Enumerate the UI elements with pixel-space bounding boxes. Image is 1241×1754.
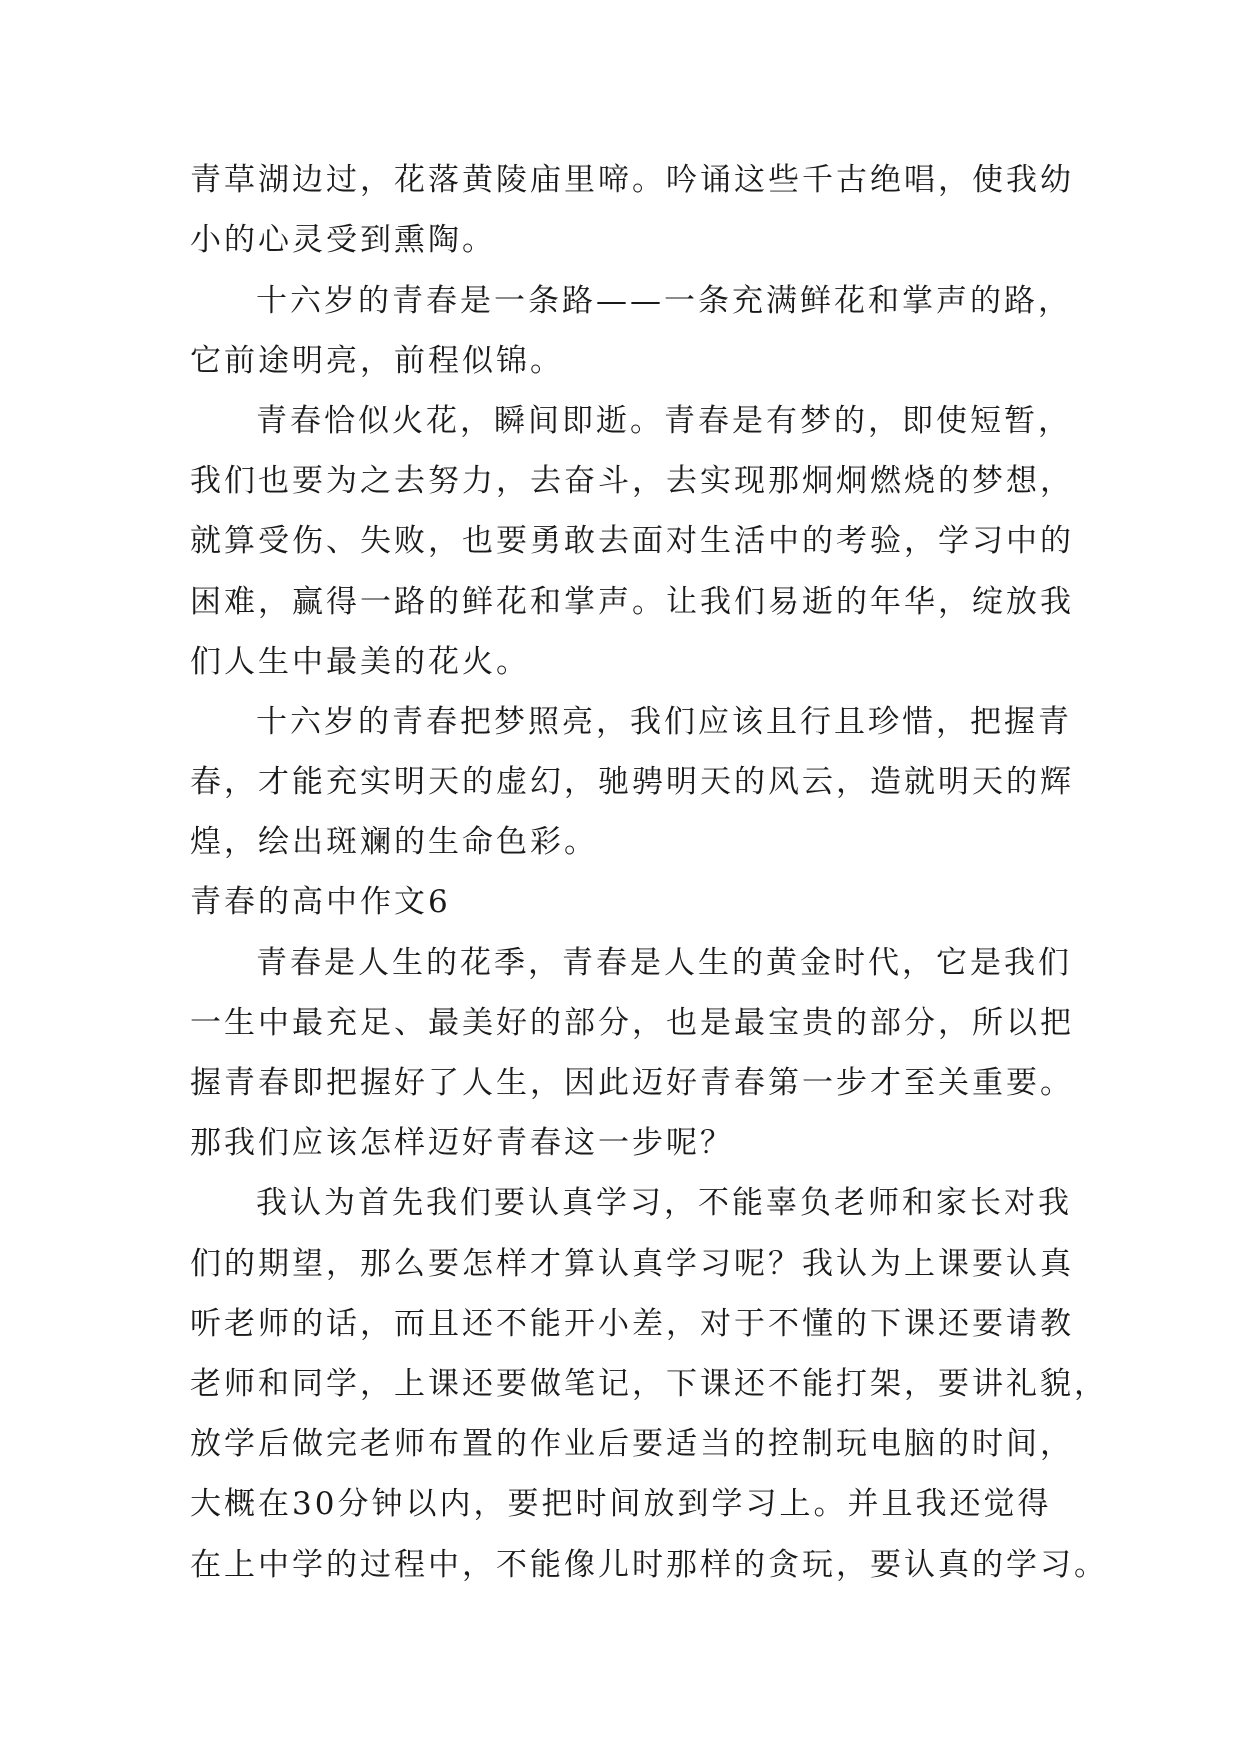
paragraph-start-line: 青春恰似火花，瞬间即逝。青春是有梦的，即使短暂， <box>256 403 1072 439</box>
paragraph-start-line: 十六岁的青春是一条路——一条充满鲜花和掌声的路， <box>256 283 1072 319</box>
text-line: 一生中最充足、最美好的部分，也是最宝贵的部分，所以把 <box>190 1005 1074 1041</box>
text-line: 我们也要为之去努力，去奋斗，去实现那炯炯燃烧的梦想， <box>190 463 1074 499</box>
text-line: 它前途明亮，前程似锦。 <box>190 343 564 379</box>
text-line: 小的心灵受到熏陶。 <box>190 222 496 258</box>
text-line: 煌，绘出斑斓的生命色彩。 <box>190 824 598 860</box>
text-line: 困难，赢得一路的鲜花和掌声。让我们易逝的年华，绽放我 <box>190 584 1074 620</box>
text-line: 青草湖边过，花落黄陵庙里啼。吟诵这些千古绝唱，使我幼 <box>190 162 1074 198</box>
text-line: 们的期望，那么要怎样才算认真学习呢？我认为上课要认真 <box>190 1246 1074 1282</box>
text-line: 听老师的话，而且还不能开小差，对于不懂的下课还要请教 <box>190 1306 1074 1342</box>
paragraph-start-line: 十六岁的青春把梦照亮，我们应该且行且珍惜，把握青 <box>256 704 1072 740</box>
text-line: 那我们应该怎样迈好青春这一步呢？ <box>190 1125 734 1161</box>
text-line: 们人生中最美的花火。 <box>190 644 530 680</box>
text-line: 老师和同学，上课还要做笔记，下课还不能打架，要讲礼貌， <box>190 1366 1108 1402</box>
text-line: 就算受伤、失败，也要勇敢去面对生活中的考验，学习中的 <box>190 523 1074 559</box>
text-line: 握青春即把握好了人生，因此迈好青春第一步才至关重要。 <box>190 1065 1074 1101</box>
paragraph-start-line: 我认为首先我们要认真学习，不能辜负老师和家长对我 <box>256 1185 1072 1221</box>
text-line: 在上中学的过程中，不能像儿时那样的贪玩，要认真的学习。 <box>190 1547 1108 1583</box>
text-line: 大概在30分钟以内，要把时间放到学习上。并且我还觉得 <box>190 1486 1052 1522</box>
text-line: 放学后做完老师布置的作业后要适当的控制玩电脑的时间， <box>190 1426 1074 1462</box>
section-heading: 青春的高中作文6 <box>190 884 451 920</box>
paragraph-start-line: 青春是人生的花季，青春是人生的黄金时代，它是我们 <box>256 945 1072 981</box>
text-line: 春，才能充实明天的虚幻，驰骋明天的风云，造就明天的辉 <box>190 764 1074 800</box>
